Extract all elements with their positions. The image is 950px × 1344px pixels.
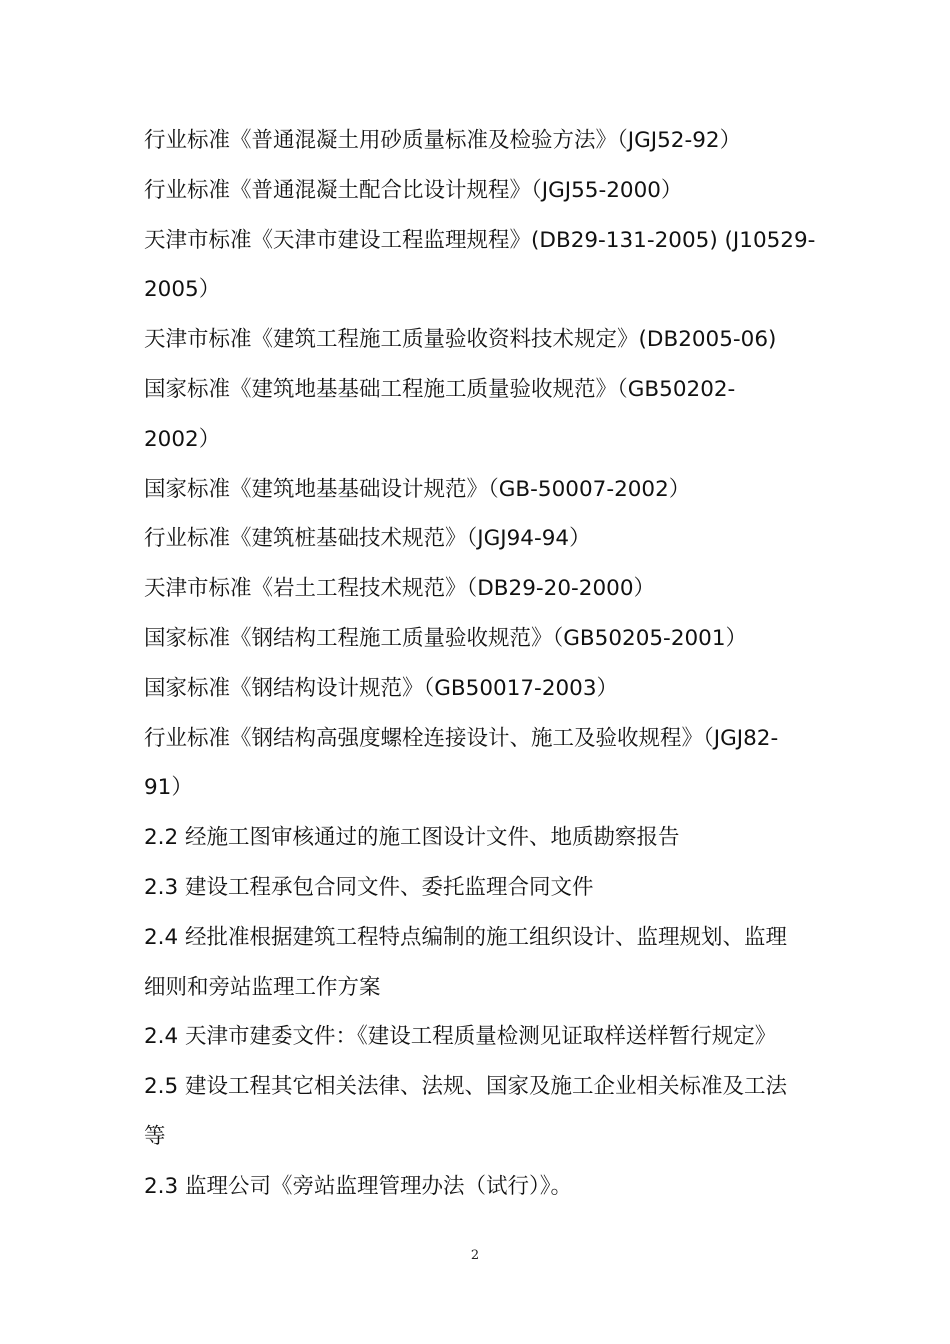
text-line: 国家标准《钢结构设计规范》（GB50017-2003） <box>144 675 619 701</box>
text-line: 行业标准《钢结构高强度螺栓连接设计、施工及验收规程》（JGJ82- <box>144 725 779 751</box>
text-line: 2.2 经施工图审核通过的施工图设计文件、地质勘察报告 <box>144 825 680 851</box>
document-body <box>144 116 814 1212</box>
text-line: 2.3 建设工程承包合同文件、委托监理合同文件 <box>144 874 594 900</box>
text-line: 天津市标准《岩土工程技术规范》（DB29-20-2000） <box>144 576 656 602</box>
text-line: 2.3 监理公司《旁站监理管理办法（试行）》。 <box>144 1173 573 1199</box>
text-line: 国家标准《建筑地基基础设计规范》（GB-50007-2002） <box>144 476 691 502</box>
text-line: 2002） <box>144 426 221 452</box>
text-line: 2.4 天津市建委文件：《建设工程质量检测见证取样送样暂行规定》 <box>144 1024 777 1050</box>
text-line: 天津市标准《建筑工程施工质量验收资料技术规定》(DB2005-06) <box>144 327 777 353</box>
text-line: 2.4 经批准根据建筑工程特点编制的施工组织设计、监理规划、监理 <box>144 924 788 950</box>
text-line: 细则和旁站监理工作方案 <box>144 974 381 1000</box>
text-line: 行业标准《普通混凝土配合比设计规程》（JGJ55-2000） <box>144 177 683 203</box>
text-line: 国家标准《钢结构工程施工质量验收规范》（GB50205-2001） <box>144 625 748 651</box>
text-line: 国家标准《建筑地基基础工程施工质量验收规范》（GB50202- <box>144 376 736 402</box>
text-line: 行业标准《普通混凝土用砂质量标准及检验方法》（JGJ52-92） <box>144 128 742 153</box>
text-line: 行业标准《建筑桩基础技术规范》（JGJ94-94） <box>144 526 591 552</box>
page-number: 2 <box>470 1248 480 1263</box>
text-line: 91） <box>144 775 193 801</box>
text-line: 等 <box>144 1123 166 1149</box>
text-line: 2005） <box>144 277 221 303</box>
text-line: 天津市标准《天津市建设工程监理规程》(DB29-131-2005) (J10529- <box>144 227 816 253</box>
text-line: 2.5 建设工程其它相关法律、法规、国家及施工企业相关标准及工法 <box>144 1074 788 1100</box>
